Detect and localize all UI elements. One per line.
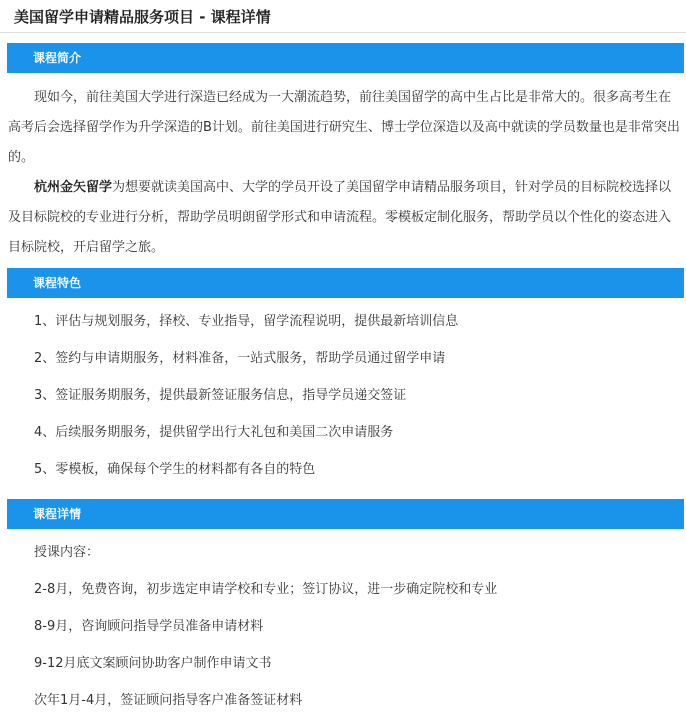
intro-org-name: 杭州金矢留学 [34, 180, 113, 195]
detail-item: 2-8月，免费咨询，初步选定申请学校和专业；签订协议，进一步确定院校和专业 [34, 582, 498, 597]
section-header-intro: 课程简介 [7, 43, 684, 73]
feature-item: 3、签证服务期服务，提供最新签证服务信息，指导学员递交签证 [34, 388, 407, 403]
feature-item: 1、评估与规划服务，择校、专业指导，留学流程说明，提供最新培训信息 [34, 314, 459, 329]
detail-item: 9-12月底文案顾问协助客户制作申请文书 [34, 656, 272, 671]
title-divider [0, 32, 686, 33]
detail-item: 8-9月，咨询顾问指导学员准备申请材料 [34, 619, 264, 634]
feature-item: 2、签约与申请期服务，材料准备，一站式服务，帮助学员通过留学申请 [34, 351, 446, 366]
detail-item: 次年1月-4月，签证顾问指导客户准备签证材料 [34, 693, 303, 708]
section-header-details: 课程详情 [7, 499, 684, 529]
page-title: 美国留学申请精品服务项目 - 课程详情 [14, 8, 271, 26]
intro-paragraph-2 [8, 173, 680, 263]
detail-item: 授课内容： [34, 545, 100, 560]
section-header-features: 课程特色 [7, 268, 684, 298]
intro-paragraph-2-text: 为想要就读美国高中、大学的学员开设了美国留学申请精品服务项目，针对学员的目标院校选择以及目标院校的专业进行分析，帮助学员明朗留学形式和申请流程。零模板定制化服务，帮助学员以个性化的姿态进入目标院校，开启留学之旅。 [8, 180, 672, 255]
feature-item: 5、零模板，确保每个学生的材料都有各自的特色 [34, 462, 316, 477]
intro-paragraph-1: 现如今，前往美国大学进行深造已经成为一大潮流趋势，前往美国留学的高中生占比是非常大的。很多高考生在高考后会选择留学作为升学深造的B计划。前往美国进行研究生、博士学位深造以及高中就读的学员数量也是非常突出的。 [8, 90, 680, 165]
feature-item: 4、后续服务期服务，提供留学出行大礼包和美国二次申请服务 [34, 425, 394, 440]
